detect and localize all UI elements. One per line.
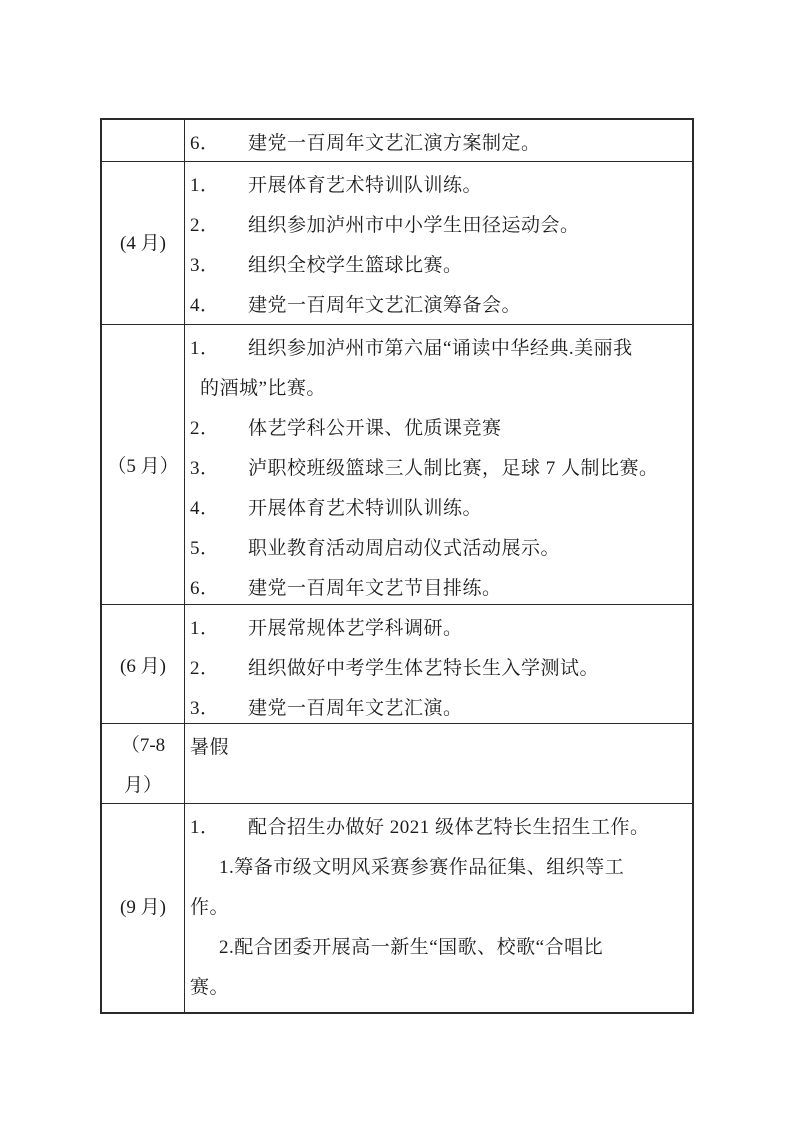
activity-line [190,409,688,449]
item-number: 4． [190,295,220,316]
content-cell [185,325,692,609]
activity-line [190,246,688,286]
content-cell [185,162,692,326]
item-text: 组织全校学生篮球比赛。 [248,255,463,276]
activity-line [190,329,688,369]
item-number: 6． [190,133,220,154]
activity-line [190,449,688,489]
table-row [102,804,692,1012]
table-row [102,120,692,162]
item-text: 泸职校班级篮球三人制比赛，足球 7 人制比赛。 [248,458,659,479]
month-label: (6 月) [120,656,166,677]
month-cell [102,605,185,729]
item-number: 5． [190,538,220,559]
item-text: 开展体育艺术特训队训练。 [248,175,483,196]
item-text: 组织参加泸州市第六届“诵读中华经典.美丽我 [248,338,633,359]
month-label: (9 月) [120,897,166,918]
item-text: 组织做好中考学生体艺特长生入学测试。 [248,658,600,679]
activity-line [190,166,688,206]
activity-line [190,124,688,164]
month-cell [102,724,185,808]
item-number: 3． [190,698,220,719]
item-text: 体艺学科公开课、优质课竞赛 [248,418,502,439]
activity-line [190,728,688,768]
item-text: 赛。 [190,977,230,998]
month-label: (4 月) [120,233,166,254]
item-text: 1.筹备市级文明风采赛参赛作品征集、组织等工 [219,857,625,878]
month-cell [102,804,185,1012]
item-text: 建党一百周年文艺汇演。 [248,698,463,719]
activity-line-continuation [190,888,688,928]
month-label: （7-8 月） [120,735,166,796]
month-cell [102,120,185,164]
item-number: 2． [190,658,220,679]
activity-line [190,649,688,689]
content-cell [185,605,692,729]
activity-line [190,286,688,326]
content-cell [185,120,692,164]
item-number: 1． [190,817,220,838]
item-text: 组织参加泸州市中小学生田径运动会。 [248,215,580,236]
item-text: 的酒城”比赛。 [200,378,326,399]
activity-subline [219,928,688,968]
activity-line [190,609,688,649]
item-text: 配合招生办做好 2021 级体艺特长生招生工作。 [248,817,650,838]
monthly-schedule-table [100,118,694,1014]
item-number: 1． [190,338,220,359]
activity-line [190,689,688,729]
item-number: 1． [190,618,220,639]
table-row [102,325,692,605]
month-cell [102,162,185,326]
item-text: 作。 [190,897,230,918]
item-number: 3． [190,255,220,276]
activity-line [190,529,688,569]
item-text: 建党一百周年文艺节目排练。 [248,578,502,599]
item-text: 职业教育活动周启动仪式活动展示。 [248,538,561,559]
item-number: 2． [190,215,220,236]
table-row [102,605,692,724]
content-cell [185,724,692,808]
table-row [102,162,692,325]
item-number: 3． [190,458,220,479]
item-number: 4． [190,498,220,519]
item-text: 建党一百周年文艺汇演方案制定。 [248,133,541,154]
item-text: 开展体育艺术特训队训练。 [248,498,483,519]
content-cell [185,804,692,1012]
table-row [102,724,692,804]
activity-line [190,569,688,609]
item-text: 开展常规体艺学科调研。 [248,618,463,639]
month-cell [102,325,185,609]
item-text: 暑假 [190,737,230,758]
activity-subline [219,848,688,888]
month-label: （5 月） [107,456,179,477]
item-text: 2.配合团委开展高一新生“国歌、校歌“合唱比 [219,937,604,958]
activity-line [190,489,688,529]
activity-line [190,808,688,848]
item-number: 1． [190,175,220,196]
item-number: 6． [190,578,220,599]
item-number: 2． [190,418,220,439]
item-text: 建党一百周年文艺汇演筹备会。 [248,295,522,316]
activity-line-continuation [200,369,688,409]
activity-line-continuation [190,968,688,1008]
activity-line [190,206,688,246]
